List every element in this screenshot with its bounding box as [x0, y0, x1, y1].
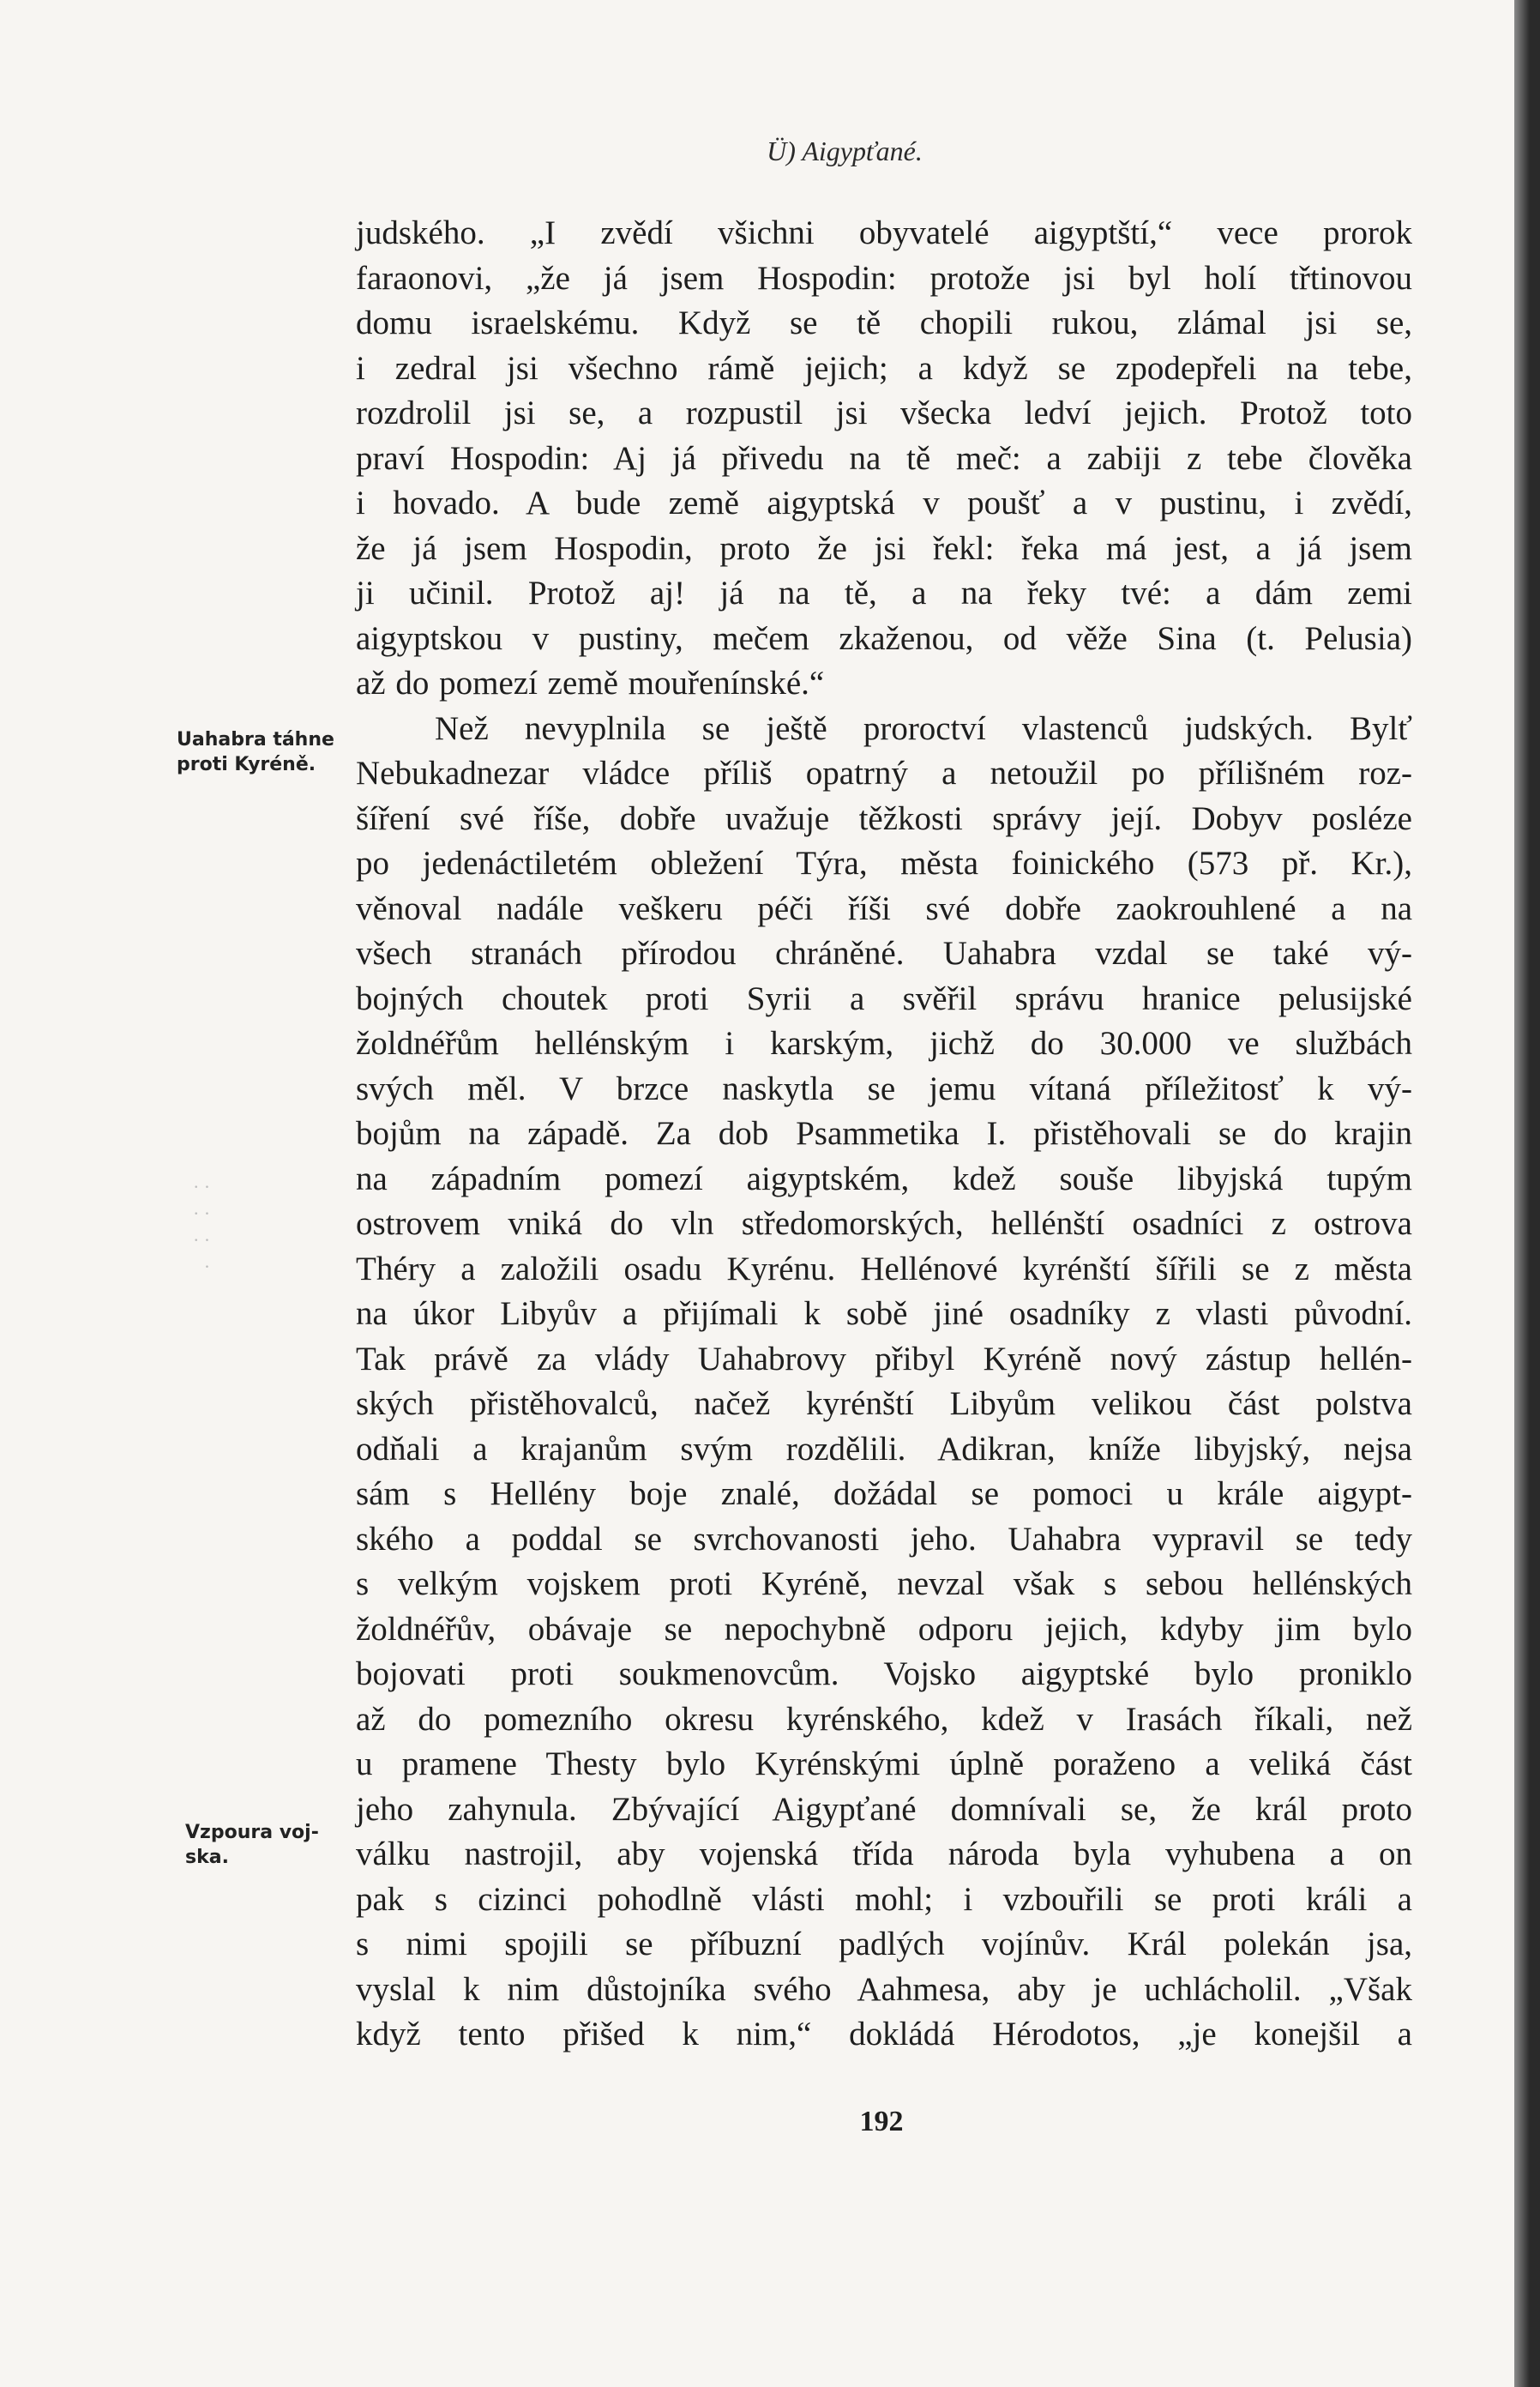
text-line: všech stranách přírodou chráněné. Uahabra vzdal se také vý-	[356, 935, 1412, 972]
text-line: až do pomezního okresu kyrénského, kdež v Irasách říkali, než	[356, 1700, 1412, 1738]
text-line: po jedenáctiletém obležení Týra, města foinického (573 př. Kr.),	[356, 845, 1412, 882]
text-line: odňali a krajanům svým rozdělili. Adikran, kníže libyjský, nejsa	[356, 1430, 1412, 1468]
text-line: s nimi spojili se příbuzní padlých vojínův. Král polekán jsa,	[356, 1926, 1412, 1962]
text-line: i hovado. A bude země aigyptská v poušť a v pustinu, i zvědí,	[356, 485, 1412, 521]
text-line: Théry a založili osadu Kyrénu. Hellénové kyrénští šířili se z města	[356, 1250, 1412, 1287]
text-line: sám s Hellény boje znalé, dožádal se pomoci u krále aigypt-	[356, 1475, 1412, 1512]
text-line: judského. „I zvědí všichni obyvatelé aigyptští,“ vece prorok	[356, 214, 1412, 251]
text-line: na západním pomezí aigyptském, kdež souše libyjská tupým	[356, 1160, 1412, 1197]
text-line: ostrovem vniká do vln středomorských, hellénští osadníci z ostrova	[356, 1205, 1412, 1242]
text-line: Než nevyplnila se ještě proroctví vlastenců judských. Bylť	[435, 709, 1412, 747]
text-line: ského a poddal se svrchovanosti jeho. Uahabra vypravil se tedy	[356, 1520, 1412, 1558]
bleed-through-text: · · · · · · ·	[193, 1176, 211, 1277]
page-number	[0, 2106, 1514, 2138]
text-line: žoldnéřům hellénským i karským, jichž do 30.000 ve službách	[356, 1025, 1412, 1062]
running-head-title: Ü) Aigypťané.	[767, 136, 923, 166]
text-line: pak s cizinci pohodlně vlásti mohl; i vzbouřili se proti králi a	[356, 1880, 1412, 1918]
text-line: svých měl. V brzce naskytla se jemu vítaná příležitosť k vý-	[356, 1070, 1412, 1107]
text-line: ji učinil. Protož aj! já na tě, a na řeky tvé: a dám zemi	[356, 575, 1412, 612]
text-line: Tak právě za vlády Uahabrovy přibyl Kyréně nový zástup hellén-	[356, 1340, 1412, 1377]
text-line: že já jsem Hospodin, proto že jsi řekl: řeka má jest, a já jsem	[356, 529, 1412, 567]
running-head	[0, 136, 1514, 167]
text-line: bojovati proti soukmenovcům. Vojsko aigyptské bylo proniklo	[356, 1655, 1412, 1692]
text-line: když tento přišed k nim,“ dokládá Hérodotos, „je konejšil a	[356, 2016, 1412, 2052]
text-line: Nebukadnezar vládce příliš opatrný a netoužil po přílišném roz-	[356, 755, 1412, 792]
page-number-value: 192	[859, 2106, 904, 2137]
text-line: věnoval nadále veškeru péči říši své dobře zaokrouhlené a na	[356, 889, 1412, 927]
text-line: rozdrolil jsi se, a rozpustil jsi všecka ledví jejich. Protož toto	[356, 395, 1412, 431]
text-line: faraonovi, „že já jsem Hospodin: protože jsi byl holí třtinovou	[356, 259, 1412, 297]
text-line: aigyptskou v pustiny, mečem zkaženou, od věže Sina (t. Pelusia)	[356, 619, 1412, 657]
text-line: u pramene Thesty bylo Kyrénskými úplně poraženo a veliká část	[356, 1745, 1412, 1782]
text-line: i zedral jsi všechno rámě jejich; a když se zpodepřeli na tebe,	[356, 349, 1412, 387]
text-line: s velkým vojskem proti Kyréně, nevzal však s sebou hellénských	[356, 1565, 1412, 1602]
text-line: až do pomezí země mouřenínské.“	[356, 665, 825, 702]
margin-note-vzpoura	[185, 1820, 348, 1870]
text-line: šíření své říše, dobře uvažuje těžkosti správy její. Dobyv posléze	[356, 799, 1412, 837]
text-line: ských přistěhovalců, načež kyrénští Libyům velikou část polstva	[356, 1385, 1412, 1422]
text-line: praví Hospodin: Aj já přivedu na tě meč: a zabiji z tebe člověka	[356, 439, 1412, 477]
margin-note-line: Uahabra táhne	[177, 729, 334, 750]
text-line: žoldnéřův, obávaje se nepochybně odporu jejich, kdyby jim bylo	[356, 1610, 1412, 1648]
margin-note-line: proti Kyréně.	[177, 754, 316, 775]
text-line: bojných choutek proti Syrii a svěřil správu hranice pelusijské	[356, 980, 1412, 1017]
text-line: na úkor Libyův a přijímali k sobě jiné osadníky z vlasti původní.	[356, 1295, 1412, 1332]
text-line: bojům na západě. Za dob Psammetika I. přistěhovali se do krajin	[356, 1115, 1412, 1152]
body-text	[356, 211, 1412, 2058]
text-line: vyslal k nim důstojníka svého Aahmesa, aby je uchlácholil. „Však	[356, 1970, 1412, 2008]
margin-note-line: ska.	[185, 1847, 229, 1868]
text-line: válku nastrojil, aby vojenská třída národa byla vyhubena a on	[356, 1835, 1412, 1872]
margin-note-uahabra	[177, 727, 357, 777]
margin-note-line: Vzpoura voj-	[185, 1822, 319, 1843]
text-line: jeho zahynula. Zbývající Aigypťané domnívali se, že král proto	[356, 1790, 1412, 1828]
page-edge-shadow	[1514, 0, 1540, 2387]
text-line: domu israelskému. Když se tě chopili rukou, zlámal jsi se,	[356, 304, 1412, 341]
